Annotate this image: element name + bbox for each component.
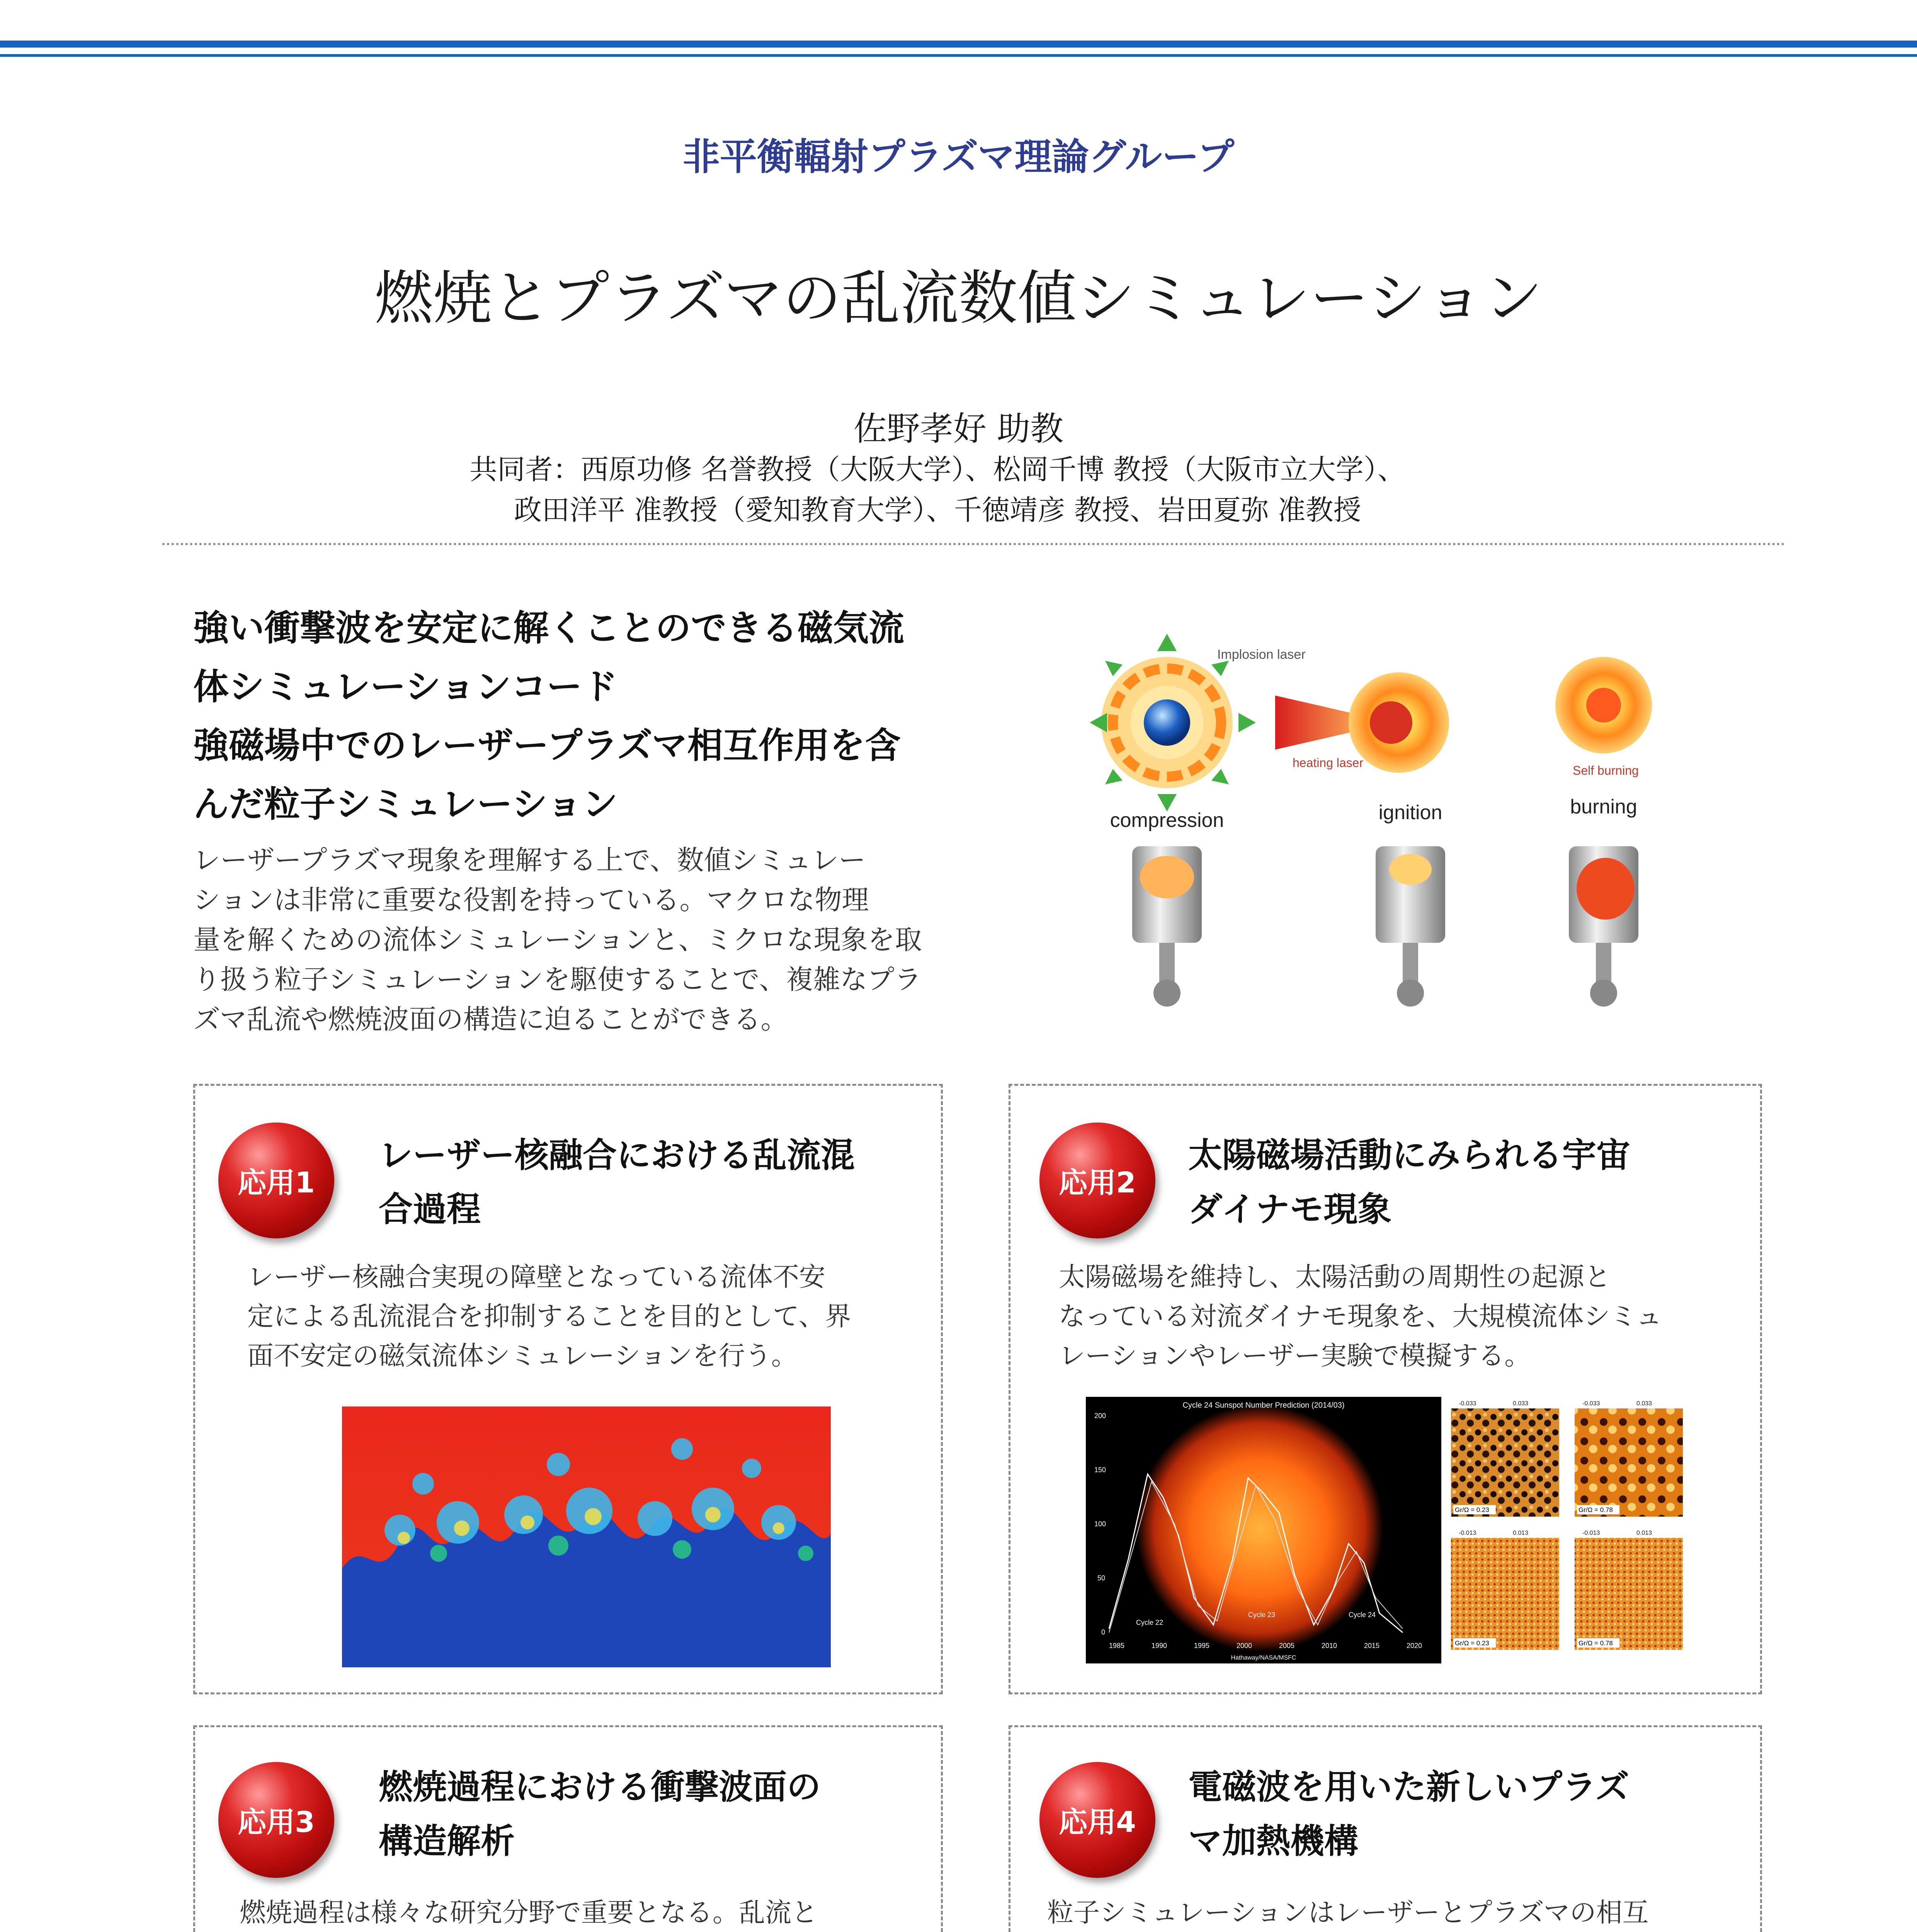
solar-cycle-label: Cycle 22 bbox=[1136, 1619, 1163, 1626]
engine-cylinders bbox=[1132, 846, 1638, 1007]
self-burning-label: Self burning bbox=[1573, 764, 1639, 777]
panel-label: Gr/Ω = 0.23 bbox=[1455, 1639, 1489, 1647]
fusion-stages-figure bbox=[1090, 618, 1708, 1028]
intro-lead-line: 体シミュレーションコード bbox=[193, 666, 618, 707]
app-badge-2: 応用2 bbox=[1039, 1122, 1155, 1238]
panel-scale: -0.033 bbox=[1459, 1400, 1476, 1407]
app-body-1 bbox=[247, 1258, 927, 1376]
header-divider bbox=[162, 543, 1785, 545]
coauthors-line-2: 政田洋平 准教授（愛知教育大学）、千徳靖彦 教授、岩田夏弥 准教授 bbox=[514, 494, 1361, 526]
app-body-line: 燃焼過程は様々な研究分野で重要となる。乱流と bbox=[240, 1898, 818, 1928]
solar-xtick: 2020 bbox=[1407, 1642, 1422, 1650]
intro-lead-line: んだ粒子シミュレーション bbox=[193, 784, 618, 825]
app-title-line: レーザー核融合における乱流混 bbox=[379, 1135, 855, 1175]
app-body-line: レーザー核融合実現の障壁となっている流体不安 bbox=[247, 1262, 826, 1293]
intro-body-line: り扱う粒子シミュレーションを駆使することで、複雑なプラ bbox=[193, 964, 922, 995]
heating-laser-label: heating laser bbox=[1293, 756, 1364, 770]
panel-scale: -0.033 bbox=[1582, 1400, 1600, 1407]
panel-scale: 0.013 bbox=[1513, 1530, 1529, 1536]
page-title: 燃焼とプラズマの乱流数値シミュレーション bbox=[374, 264, 1543, 332]
solar-credit: Hathaway/NASA/MSFC bbox=[1231, 1655, 1296, 1661]
app-body-line: 定による乱流混合を抑制することを目的として、界 bbox=[247, 1301, 851, 1332]
intro-body-line: レーザープラズマ現象を理解する上で、数値シミュレー bbox=[193, 844, 866, 876]
app-title-line: 電磁波を用いた新しいプラズ bbox=[1188, 1767, 1630, 1807]
stage-label-burning: burning bbox=[1570, 796, 1637, 818]
solar-xtick: 2015 bbox=[1364, 1642, 1380, 1650]
app-title-line: 構造解析 bbox=[379, 1821, 515, 1861]
coauthors-line-1: 共同者：西原功修 名誉教授（大阪大学）、松岡千博 教授（大阪市立大学）、 bbox=[469, 453, 1405, 486]
solar-ytick: 200 bbox=[1094, 1412, 1106, 1420]
solar-ytick: 50 bbox=[1097, 1574, 1106, 1582]
intro-body bbox=[193, 840, 966, 1039]
solar-cycle-label: Cycle 24 bbox=[1349, 1611, 1376, 1619]
panel-scale: -0.013 bbox=[1459, 1530, 1476, 1536]
intro-lead-line: 強い衝撃波を安定に解くことのできる磁気流 bbox=[193, 607, 905, 649]
app-body-line: 粒子シミュレーションはレーザーとプラズマの相互 bbox=[1047, 1898, 1649, 1928]
panel-scale: 0.013 bbox=[1636, 1530, 1652, 1536]
group-name: 非平衡輻射プラズマ理論グループ bbox=[682, 135, 1235, 179]
panel-label: Gr/Ω = 0.78 bbox=[1579, 1639, 1613, 1647]
app-title-1 bbox=[379, 1128, 855, 1236]
intro-lead-line: 強磁場中でのレーザープラズマ相互作用を含 bbox=[193, 725, 901, 766]
app-title-line: 燃焼過程における衝撃波面の bbox=[379, 1767, 821, 1807]
solar-xtick: 2010 bbox=[1322, 1642, 1337, 1650]
panel-scale: 0.033 bbox=[1636, 1400, 1652, 1407]
solar-xtick: 2005 bbox=[1279, 1642, 1295, 1650]
solar-cycle-label: Cycle 23 bbox=[1248, 1611, 1276, 1619]
app-body-line: なっている対流ダイナモ現象を、大規模流体シミュ bbox=[1059, 1301, 1662, 1332]
solar-ytick: 100 bbox=[1094, 1520, 1106, 1528]
app-title-line: 太陽磁場活動にみられる宇宙 bbox=[1188, 1135, 1631, 1175]
solar-figure-title: Cycle 24 Sunspot Number Prediction (2014/03) bbox=[1182, 1401, 1345, 1410]
app-body-4 bbox=[1047, 1893, 1743, 1932]
panel-label: Gr/Ω = 0.23 bbox=[1455, 1506, 1489, 1514]
app-body-2 bbox=[1059, 1258, 1747, 1376]
intro-body-line: 量を解くための流体シミュレーションと、ミクロな現象を取 bbox=[193, 924, 922, 956]
panel-scale: 0.033 bbox=[1513, 1400, 1529, 1407]
top-rule-thin bbox=[0, 54, 1917, 57]
solar-xtick: 1985 bbox=[1109, 1642, 1125, 1650]
convection-panels bbox=[1443, 1397, 1691, 1663]
mixing-simulation-image bbox=[342, 1406, 831, 1667]
app-badge-4: 応用4 bbox=[1039, 1762, 1155, 1878]
app-body-line: レーションやレーザー実験で模擬する。 bbox=[1059, 1341, 1531, 1371]
app-body-line: 面不安定の磁気流体シミュレーションを行う。 bbox=[247, 1341, 798, 1371]
app-title-line: ダイナモ現象 bbox=[1188, 1189, 1392, 1229]
app-body-3 bbox=[240, 1893, 927, 1932]
panel-label: Gr/Ω = 0.78 bbox=[1579, 1506, 1613, 1514]
implosion-laser-label: Implosion laser bbox=[1217, 647, 1306, 662]
panel-scale: -0.013 bbox=[1582, 1530, 1600, 1536]
solar-ytick: 0 bbox=[1101, 1628, 1106, 1636]
intro-body-line: ションは非常に重要な役割を持っている。マクロな物理 bbox=[193, 884, 869, 916]
app-badge-1: 応用1 bbox=[218, 1122, 334, 1238]
intro-lead bbox=[193, 599, 1005, 834]
stage-label-ignition: ignition bbox=[1378, 801, 1442, 824]
solar-xtick: 2000 bbox=[1237, 1642, 1252, 1650]
app-title-2 bbox=[1188, 1128, 1630, 1236]
solar-xtick: 1995 bbox=[1194, 1642, 1210, 1650]
app-body-line: 太陽磁場を維持し、太陽活動の周期性の起源と bbox=[1059, 1262, 1611, 1293]
app-badge-3: 応用3 bbox=[218, 1762, 334, 1878]
author: 佐野孝好 助教 bbox=[853, 410, 1064, 448]
top-rule-thick bbox=[0, 41, 1917, 48]
app-title-line: マ加熱機構 bbox=[1188, 1821, 1359, 1861]
solar-ytick: 150 bbox=[1094, 1466, 1106, 1474]
app-title-3 bbox=[379, 1760, 821, 1868]
solar-cycle-figure bbox=[1086, 1397, 1441, 1663]
stage-label-compression: compression bbox=[1110, 809, 1224, 832]
app-title-4 bbox=[1188, 1760, 1629, 1868]
solar-xtick: 1990 bbox=[1152, 1642, 1167, 1650]
burning-target bbox=[1555, 657, 1652, 753]
app-title-line: 合過程 bbox=[379, 1189, 481, 1229]
intro-body-line: ズマ乱流や燃焼波面の構造に迫ることができる。 bbox=[193, 1003, 788, 1035]
